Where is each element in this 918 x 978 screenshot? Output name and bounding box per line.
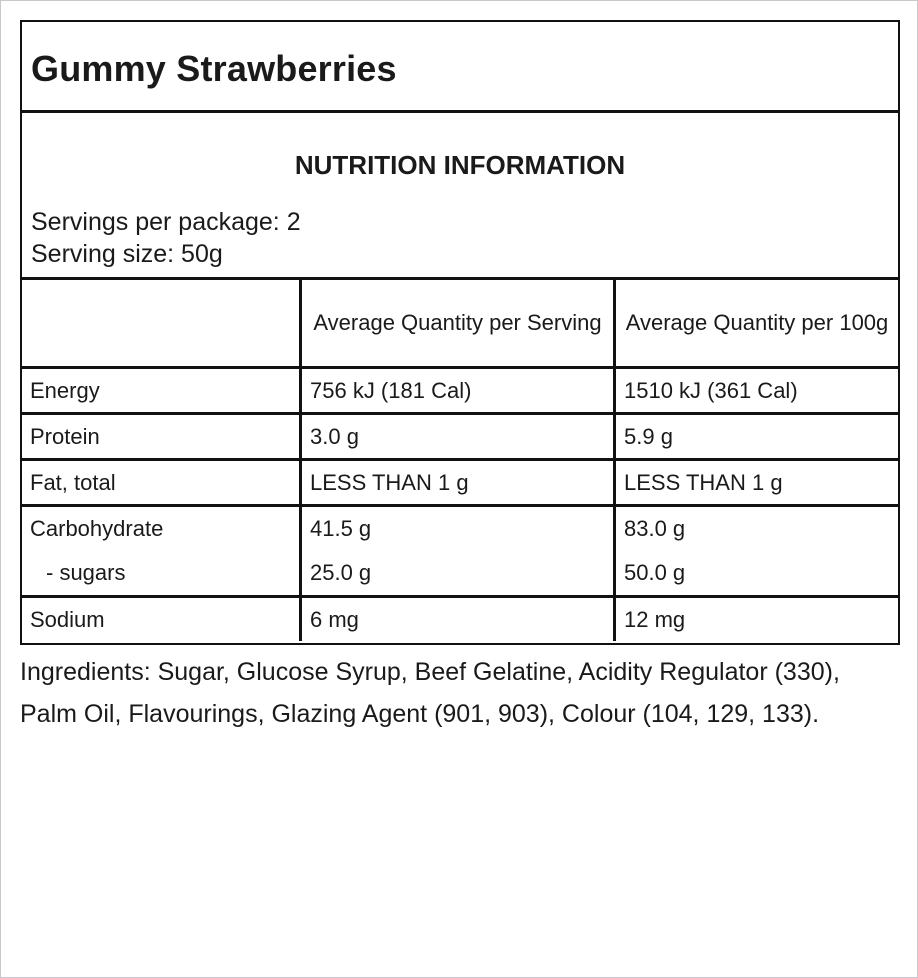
servings-per-package: Servings per package: 2 bbox=[31, 208, 301, 236]
servings-info bbox=[31, 206, 301, 270]
product-title: Gummy Strawberries bbox=[22, 22, 898, 113]
serving-size: Serving size: 50g bbox=[31, 240, 223, 268]
nutrient-name: - sugars bbox=[22, 551, 301, 597]
table-row bbox=[22, 506, 898, 552]
nutrient-name: Carbohydrate bbox=[22, 506, 301, 552]
per-100g-value: 50.0 g bbox=[615, 551, 899, 597]
table-row bbox=[22, 460, 898, 506]
per-serving-value: 25.0 g bbox=[301, 551, 615, 597]
table-row bbox=[22, 414, 898, 460]
nutrition-heading: NUTRITION INFORMATION bbox=[294, 150, 626, 180]
table-row bbox=[22, 551, 898, 597]
table-row bbox=[22, 368, 898, 414]
per-serving-value: 3.0 g bbox=[301, 414, 615, 460]
per-serving-value: 41.5 g bbox=[301, 506, 615, 552]
table-header-row bbox=[22, 280, 898, 368]
nutrient-name: Protein bbox=[22, 414, 301, 460]
nutrition-table bbox=[22, 280, 898, 641]
per-serving-value: 756 kJ (181 Cal) bbox=[301, 368, 615, 414]
per-100g-value: 5.9 g bbox=[615, 414, 899, 460]
header-per-serving: Average Quantity per Serving bbox=[301, 280, 615, 368]
nutrient-name: Sodium bbox=[22, 597, 301, 642]
nutrient-name: Fat, total bbox=[22, 460, 301, 506]
per-100g-value: 1510 kJ (361 Cal) bbox=[615, 368, 899, 414]
nutrient-name: Energy bbox=[22, 368, 301, 414]
per-100g-value: 83.0 g bbox=[624, 516, 686, 541]
ingredients-text: Ingredients: Sugar, Glucose Syrup, Beef Gelatine, Acidity Regulator (330), Palm Oil, Flavourings, Glazing Agent (901, 903), Colour (104, 129, 133). bbox=[20, 658, 840, 728]
per-100g-value: 12 mg bbox=[624, 606, 686, 632]
header-nutrient bbox=[22, 280, 301, 368]
nutrition-panel bbox=[20, 20, 900, 645]
per-serving-value: 6 mg bbox=[301, 597, 615, 642]
per-serving-value: LESS THAN 1 g bbox=[301, 460, 615, 506]
header-per-100g: Average Quantity per 100g bbox=[615, 280, 899, 368]
per-100g-value: LESS THAN 1 g bbox=[615, 460, 899, 506]
table-row bbox=[22, 597, 898, 642]
nutrition-info-block bbox=[22, 113, 898, 280]
